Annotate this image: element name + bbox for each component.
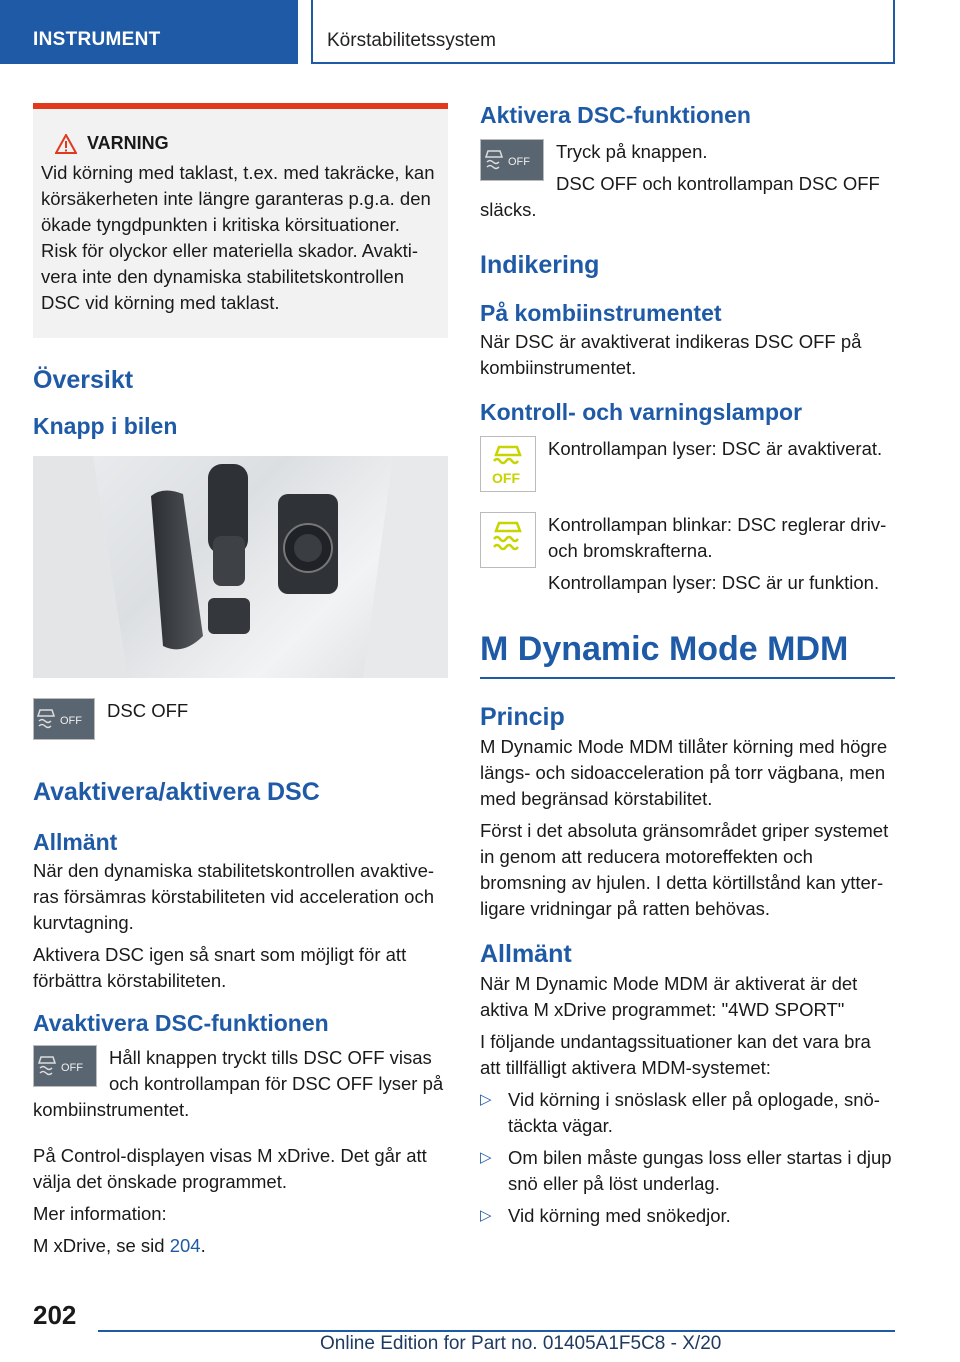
left-column — [33, 103, 448, 1265]
xdrive-ref-suffix: . — [200, 1235, 206, 1256]
list-item — [480, 1145, 895, 1197]
mdm-general-p1: När M Dynamic Mode MDM är aktiverat är det aktiva M xDrive programmet: "4WD SPORT" — [480, 973, 858, 1020]
mdm-heading: M Dynamic Mode MDM — [480, 630, 895, 679]
center-console-illustration — [33, 456, 448, 678]
chapter-title: Körstabilitetssystem — [327, 30, 496, 51]
right-column — [480, 100, 895, 1235]
combi-text: När DSC är avaktiverat indikeras DSC OFF på kombiinstrumentet. — [480, 331, 862, 378]
svg-text:OFF: OFF — [61, 1062, 83, 1074]
warning-text: Vid körning med taklast, t.ex. med takräcke, kan körsäkerheten inte längre garanteras p.g.a. den ökade tyngdpunkten i kritiska körsituationer. Risk för olyckor eller materiella skador. Avaktivera inte den dynamiska stabilitetskontrollen DSC vid körning med taklast. — [41, 162, 435, 313]
general-heading: Allmänt — [33, 829, 118, 855]
general-p1: När den dynamiska stabilitetskontrollen avaktiveras försämras körstabiliteten vid acceleration och kurvtagning. — [33, 860, 435, 933]
chapter-header — [311, 0, 895, 64]
deactivate-fn-heading: Avaktivera DSC-funktionen — [33, 1010, 329, 1036]
lamp-row-1 — [480, 436, 895, 498]
lamp2-text2: Kontrollampan lyser: DSC är ur funktion. — [548, 572, 880, 593]
bullet-triangle-icon: ▷ — [480, 1149, 492, 1166]
svg-text:OFF: OFF — [60, 715, 82, 727]
svg-text:OFF: OFF — [508, 156, 530, 168]
principle-p1: M Dynamic Mode MDM tillåter körning med högre längs- och sidoacceleration på torr vägbana, men med begränsad körstabilitet. — [480, 736, 888, 809]
dsc-off-button-icon — [33, 1045, 97, 1087]
overview-heading: Översikt — [33, 366, 134, 394]
svg-text:OFF: OFF — [492, 470, 520, 486]
deactivate-heading: Avaktivera/aktivera DSC — [33, 778, 320, 806]
section-tab — [0, 0, 298, 64]
general-p2: Aktivera DSC igen så snart som möjligt för att förbättra körstabiliteten. — [33, 944, 407, 991]
indication-heading: Indikering — [480, 251, 600, 279]
lamps-heading: Kontroll- och varningslampor — [480, 399, 803, 425]
deactivate-fn-p1: Håll knappen tryckt tills DSC OFF visas och kontrollampan för DSC OFF lyser på kombiinstrumentet. — [33, 1047, 444, 1120]
list-item-text: Om bilen måste gungas loss eller startas i djup snö eller på löst underlag. — [508, 1147, 892, 1194]
button-in-car-heading: Knapp i bilen — [33, 413, 178, 439]
mdm-general-p2: I följande undantagssituationer kan det vara bra att tillfälligt aktivera MDM-systemet: — [480, 1031, 871, 1078]
activate-heading: Aktivera DSC-funktionen — [480, 102, 751, 128]
deactivate-fn-p3: Mer information: — [33, 1203, 167, 1224]
lamp1-text: Kontrollampan lyser: DSC är avaktiverat. — [548, 438, 883, 459]
warning-title: VARNING — [87, 133, 169, 153]
page-link-204[interactable]: 204 — [169, 1235, 201, 1256]
dsc-off-lamp-icon — [480, 436, 536, 492]
warning-box — [33, 103, 448, 338]
dsc-lamp-icon — [480, 512, 536, 568]
lamp2-text1: Kontrollampan blinkar: DSC reglerar driv- och bromskrafterna. — [548, 514, 887, 561]
dsc-off-label: DSC OFF — [107, 700, 189, 721]
dsc-off-button-icon — [480, 139, 544, 181]
principle-p2: Först i det absoluta gränsområdet griper systemet in genom att reducera motoreffekten och bromsning av hjulen. I detta körtillstånd kan ytterligare vridningar på ratten behövas. — [480, 820, 889, 919]
principle-heading: Princip — [480, 703, 565, 731]
section-title: INSTRUMENT — [33, 29, 161, 50]
deactivate-fn-p2: På Control-displayen visas M xDrive. Det går att välja det önskade programmet. — [33, 1145, 427, 1192]
mdm-bullet-list — [480, 1087, 895, 1229]
page-number: 202 — [33, 1300, 77, 1330]
warning-heading — [41, 133, 438, 154]
list-item — [480, 1203, 895, 1229]
list-item-text: Vid körning med snökedjor. — [508, 1205, 731, 1226]
dsc-off-row — [33, 698, 448, 746]
deactivate-fn-p4 — [33, 1233, 448, 1259]
activate-p1: Tryck på knappen. — [556, 141, 708, 162]
footer-divider — [98, 1330, 895, 1332]
footer-text: Online Edition for Part no. 01405A1F5C8 - X/20 — [320, 1333, 722, 1354]
dsc-off-button-icon — [33, 698, 95, 740]
bullet-triangle-icon: ▷ — [480, 1207, 492, 1224]
list-item-text: Vid körning i snöslask eller på oplogade, snötäckta vägar. — [508, 1089, 880, 1136]
warning-triangle-icon — [55, 134, 77, 154]
deactivate-fn-row — [33, 1045, 448, 1129]
activate-p2: DSC OFF och kontrollampan DSC OFF släcks. — [480, 173, 880, 220]
mdm-general-heading: Allmänt — [480, 940, 572, 968]
center-console-photo — [33, 456, 448, 678]
xdrive-ref-text: M xDrive, se sid — [33, 1235, 170, 1256]
combi-heading: På kombiinstrumentet — [480, 300, 722, 326]
bullet-triangle-icon: ▷ — [480, 1091, 492, 1108]
list-item — [480, 1087, 895, 1139]
activate-row — [480, 139, 895, 229]
lamp-row-2 — [480, 512, 895, 602]
